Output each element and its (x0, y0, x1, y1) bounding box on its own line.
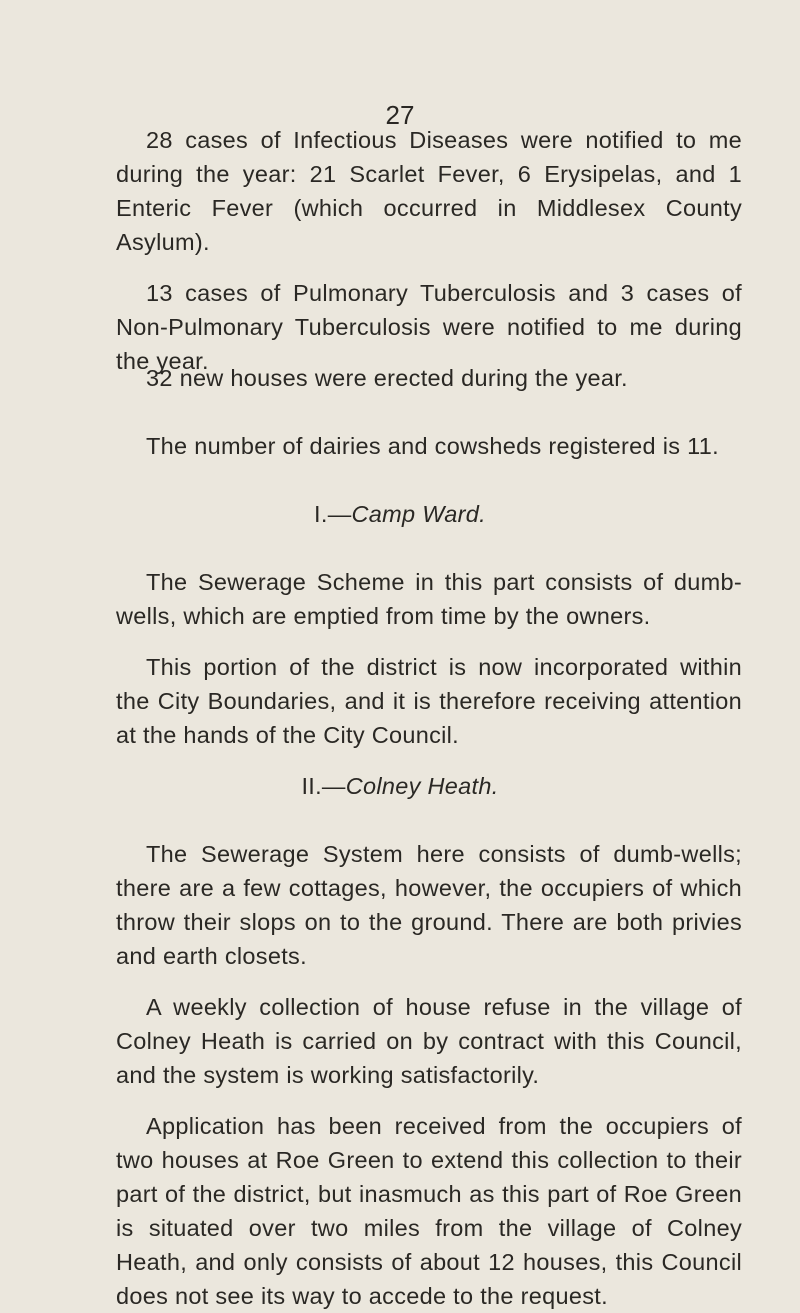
paragraph-text: Application has been received from the occupiers of two houses at Roe Green to extend this collection to their part of the district, but inasmuch as this part of Roe Green is situated over two miles from the village of Colney Heath, and only consists of about 12 houses, this Council does not see its way to accede to the request. (116, 1113, 742, 1309)
page-number: 27 (385, 100, 415, 130)
paragraph-dairies (116, 429, 742, 463)
section-numeral: I.— (314, 501, 352, 527)
paragraph-new-houses (116, 361, 742, 395)
section-title: Colney Heath. (345, 773, 499, 799)
paragraph-roe-green (116, 1109, 742, 1313)
section-numeral: II.— (301, 773, 346, 799)
paragraph-infectious-diseases (116, 123, 742, 259)
paragraph-colney-sewerage (116, 837, 742, 973)
paragraph-text: 32 new houses were erected during the year. (146, 365, 628, 391)
paragraph-city-boundaries (116, 650, 742, 752)
section-heading-colney-heath (0, 769, 800, 803)
paragraph-text: A weekly collection of house refuse in the village of Colney Heath is carried on by contract with this Council, and the system is working satisfactorily. (116, 994, 742, 1088)
paragraph-text: This portion of the district is now incorporated within the City Boundaries, and it is therefore receiving attention at the hands of the City Council. (116, 654, 742, 748)
paragraph-text: The Sewerage Scheme in this part consists of dumb-wells, which are emptied from time by the owners. (116, 569, 742, 629)
paragraph-text: The number of dairies and cowsheds registered is 11. (146, 433, 719, 459)
section-heading-camp-ward (0, 497, 800, 531)
paragraph-text: 13 cases of Pulmonary Tuberculosis and 3 cases of Non-Pulmonary Tuberculosis were notified to me during the year. (116, 280, 742, 374)
paragraph-camp-sewerage (116, 565, 742, 633)
section-title: Camp Ward. (351, 501, 486, 527)
paragraph-text: The Sewerage System here consists of dumb-wells; there are a few cottages, however, the occupiers of which throw their slops on to the ground. There are both privies and earth closets. (116, 841, 742, 969)
paragraph-text: 28 cases of Infectious Diseases were notified to me during the year: 21 Scarlet Fever, 6 Erysipelas, and 1 Enteric Fever (which occurred in Middlesex County Asylum). (116, 127, 742, 255)
paragraph-refuse-collection (116, 990, 742, 1092)
